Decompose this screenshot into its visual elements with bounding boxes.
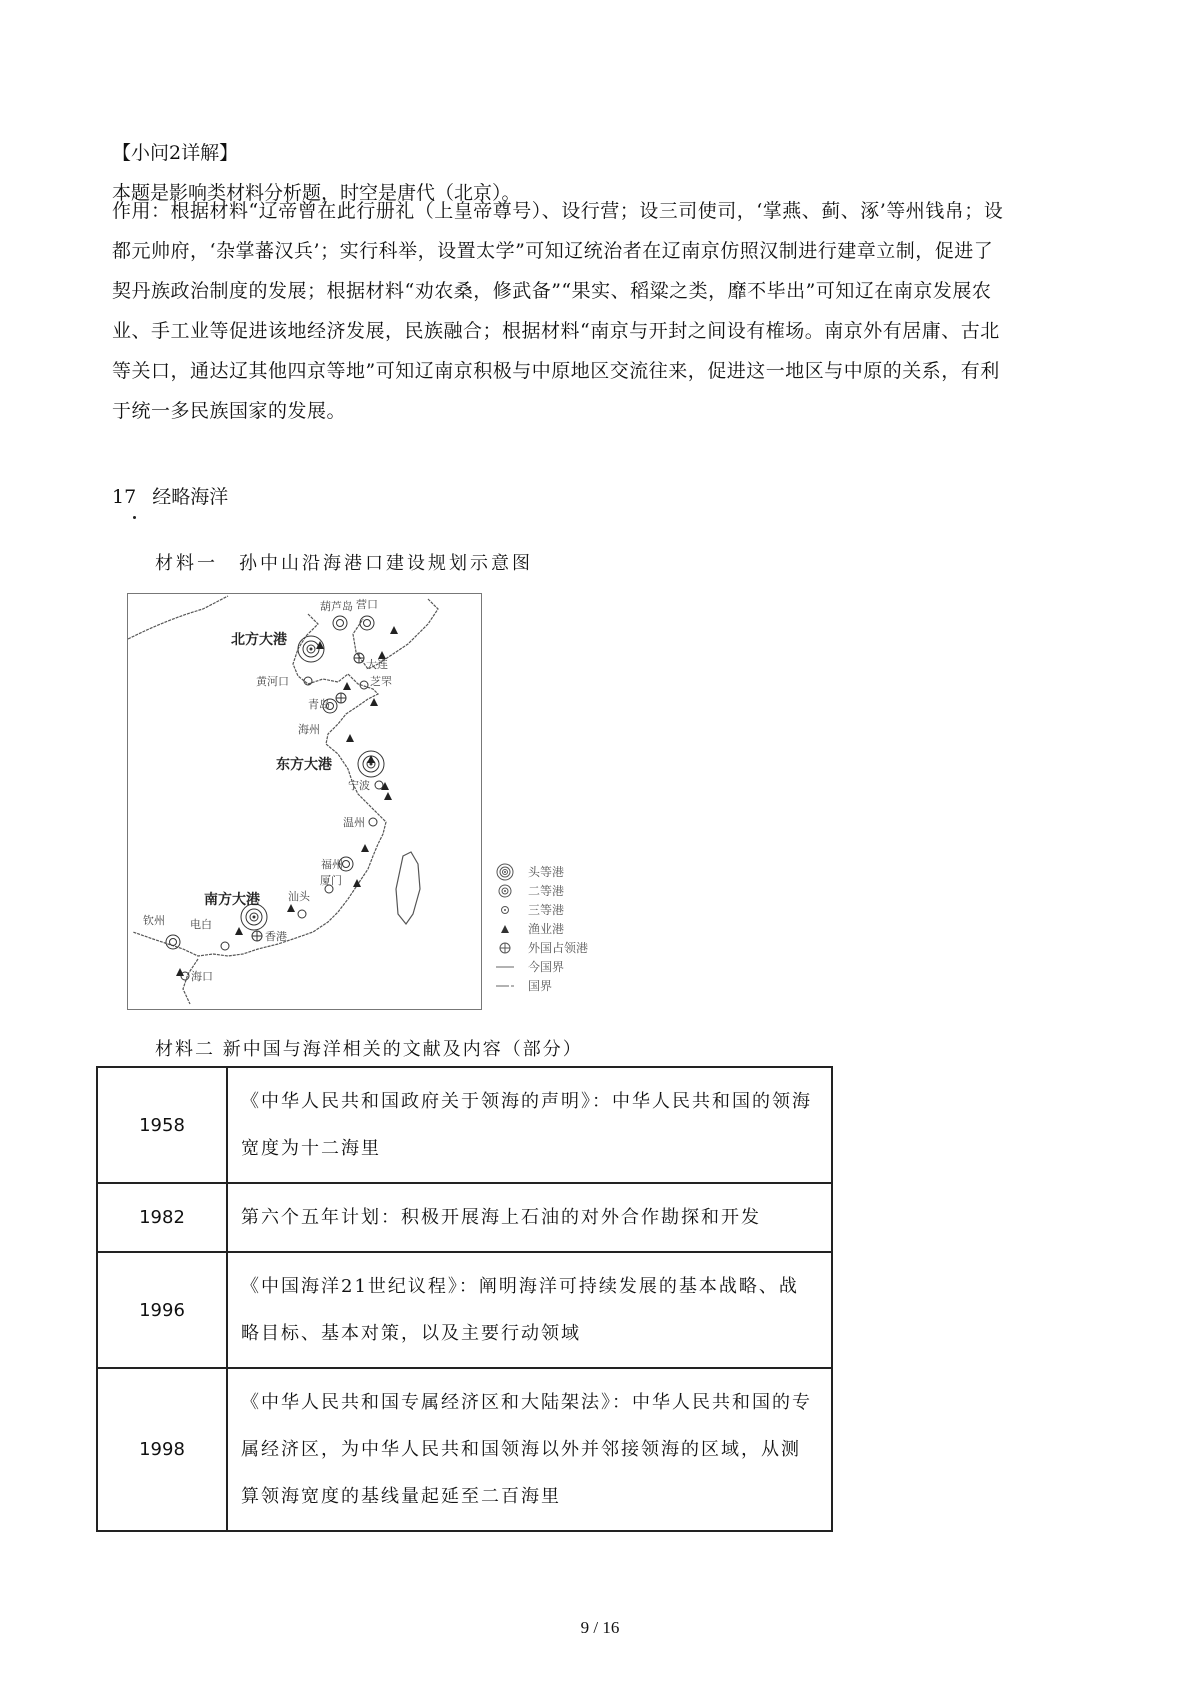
label-zhifu: 芝罘 xyxy=(370,675,392,688)
label-huanghekou: 黄河口 xyxy=(256,675,289,688)
table-row xyxy=(97,1368,832,1531)
port-plan-map xyxy=(127,593,482,1010)
page-number: 9 / 16 xyxy=(580,1618,620,1637)
table-row xyxy=(97,1252,832,1368)
year-cell: 1996 xyxy=(97,1252,227,1368)
intro-text: 本题是影响类材料分析题，时空是唐代（北京）。 xyxy=(112,182,521,204)
label-haikou: 海口 xyxy=(191,970,213,983)
label-dianbai: 电白 xyxy=(190,918,212,931)
second-class-port-icon xyxy=(490,882,520,900)
label-qinzhou: 钦州 xyxy=(143,914,165,927)
second-class-ports xyxy=(166,616,374,949)
content-cell: 第六个五年计划：积极开展海上石油的对外合作勘探和开发 xyxy=(227,1183,832,1252)
legend-label: 渔业港 xyxy=(528,922,565,936)
question-number: 17 xyxy=(112,486,137,508)
legend-label: 国界 xyxy=(528,979,553,993)
current-border-line-icon xyxy=(490,958,520,976)
documents-table xyxy=(96,1066,833,1532)
legend-label: 外国占领港 xyxy=(528,941,589,955)
table-row xyxy=(97,1183,832,1252)
label-ningbo: 宁波 xyxy=(348,779,370,792)
label-xiamen: 厦门 xyxy=(320,874,342,887)
map-legend xyxy=(490,862,630,995)
material1-caption: 材料一 孙中山沿海港口建设规划示意图 xyxy=(155,553,533,574)
subquestion-title: 【小问2详解】 xyxy=(112,142,239,164)
legend-item xyxy=(490,957,630,976)
question-heading xyxy=(112,482,228,509)
label-north-major: 北方大港 xyxy=(231,632,287,648)
label-huludao: 葫芦岛 xyxy=(320,600,353,613)
border-line-icon xyxy=(490,977,520,995)
legend-item xyxy=(490,976,630,995)
label-hongkong: 香港 xyxy=(265,930,287,943)
fishing-port-icon xyxy=(490,920,520,938)
label-fuzhou: 福州 xyxy=(321,858,343,871)
legend-item xyxy=(490,862,630,881)
third-class-port-icon xyxy=(490,901,520,919)
legend-label: 二等港 xyxy=(528,884,565,898)
label-south-major: 南方大港 xyxy=(204,892,260,908)
label-shantou: 汕头 xyxy=(288,890,310,903)
legend-label: 今国界 xyxy=(528,960,565,974)
label-qingdao: 青岛 xyxy=(308,698,330,711)
table-row xyxy=(97,1067,832,1183)
first-class-port-icon xyxy=(490,863,520,881)
map-svg xyxy=(128,594,481,1009)
east-major-port xyxy=(358,751,384,777)
legend-item xyxy=(490,900,630,919)
label-dalian: 大连 xyxy=(366,658,388,671)
taiwan-island xyxy=(396,852,420,924)
analysis-paragraph: 作用：根据材料“辽帝曾在此行册礼（上皇帝尊号）、设行营；设三司使司，‘掌燕、蓟、涿’等州钱帛；设都元帅府，‘杂掌蕃汉兵’；实行科举，设置太学”可知辽统治者在辽南京仿照汉制进行建章立制，促进了契丹族政治制度的发展；根据材料“劝农桑，修武备”“果实、稻粱之类，靡不毕出”可知辽在南京发展农业、手工业等促进该地经济发展，民族融合；根据材料“南京与开封之间设有榷场。南京外有居庸、古北等关口，通达辽其他四京等地”可知辽南京积极与中原地区交流往来，促进这一地区与中原的关系，有利于统一多民族国家的发展。 xyxy=(112,200,1004,422)
legend-label: 头等港 xyxy=(528,865,565,879)
material2-caption: 材料二 新中国与海洋相关的文献及内容（部分） xyxy=(155,1039,583,1060)
year-cell: 1998 xyxy=(97,1368,227,1531)
legend-item xyxy=(490,919,630,938)
label-wenzhou: 温州 xyxy=(343,816,365,829)
legend-label: 三等港 xyxy=(528,903,565,917)
foreign-occupied-port-icon xyxy=(490,939,520,957)
legend-item xyxy=(490,938,630,957)
year-cell: 1958 xyxy=(97,1067,227,1183)
legend-item xyxy=(490,881,630,900)
content-cell: 《中华人民共和国政府关于领海的声明》：中华人民共和国的领海宽度为十二海里 xyxy=(227,1067,832,1183)
question-title: 经略海洋 xyxy=(152,486,229,508)
label-haizhou: 海州 xyxy=(298,723,320,736)
label-yingkou: 营口 xyxy=(356,598,378,611)
content-cell: 《中华人民共和国专属经济区和大陆架法》：中华人民共和国的专属经济区，为中华人民共和国领海以外并邻接领海的区域，从测算领海宽度的基线量起延至二百海里 xyxy=(227,1368,832,1531)
content-cell: 《中国海洋21世纪议程》：阐明海洋可持续发展的基本战略、战略目标、基本对策，以及主要行动领域 xyxy=(227,1252,832,1368)
label-east-major: 东方大港 xyxy=(276,757,332,773)
stray-dot xyxy=(133,516,136,519)
year-cell: 1982 xyxy=(97,1183,227,1252)
